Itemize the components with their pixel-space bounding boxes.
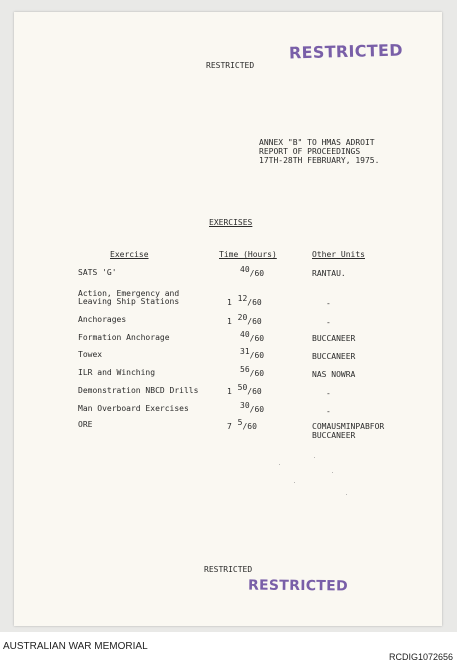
exercise-name-cont: Leaving Ship Stations: [78, 297, 180, 306]
annex-line-2: REPORT OF PROCEEDINGS: [259, 147, 361, 156]
scan-speck: [279, 464, 280, 465]
restricted-stamp-bottom: RESTRICTED: [247, 577, 349, 595]
section-title: EXERCISES: [209, 218, 253, 227]
other-units: -: [326, 389, 331, 398]
exercise-name: Action, Emergency and: [78, 289, 180, 298]
other-units: -: [326, 299, 331, 308]
time-value: 31/60: [240, 347, 265, 360]
document-page: [14, 12, 442, 626]
exercise-name: Anchorages: [78, 315, 127, 324]
archive-institution: AUSTRALIAN WAR MEMORIAL: [3, 641, 148, 652]
exercise-name: Demonstration NBCD Drills: [78, 386, 199, 395]
exercise-name: Man Overboard Exercises: [78, 404, 189, 413]
exercise-name: Formation Anchorage: [78, 333, 170, 342]
other-units: -: [326, 318, 331, 327]
header-classification: RESTRICTED: [206, 61, 255, 70]
exercise-name: ILR and Winching: [78, 368, 156, 377]
scan-speck: [346, 494, 347, 495]
archive-footer: [0, 636, 457, 666]
time-value: 40/60: [240, 265, 265, 278]
other-units: NAS NOWRA: [312, 370, 356, 379]
time-value: 40/60: [240, 330, 265, 343]
other-units: BUCCANEER: [312, 334, 356, 343]
col-header-exercise: Exercise: [110, 250, 149, 259]
exercise-name: ORE: [78, 420, 93, 429]
exercise-name: Towex: [78, 350, 103, 359]
exercise-name: SATS 'G': [78, 268, 117, 277]
other-units-cont: BUCCANEER: [312, 431, 356, 440]
annex-line-3: 17TH-28TH FEBRUARY, 1975.: [259, 156, 380, 165]
time-value: 30/60: [240, 401, 265, 414]
archive-reference: RCDIG1072656: [388, 652, 453, 662]
time-value: 1 12/60: [227, 294, 262, 307]
time-value: 1 50/60: [227, 383, 262, 396]
col-header-time: Time (Hours): [219, 250, 277, 259]
scan-speck: [332, 472, 333, 473]
scan-speck: [294, 482, 295, 483]
scan-speck: [314, 457, 315, 458]
annex-line-1: ANNEX "B" TO HMAS ADROIT: [259, 138, 375, 147]
time-value: 7 5/60: [227, 418, 257, 431]
restricted-stamp-top: RESTRICTED: [288, 40, 404, 63]
other-units: BUCCANEER: [312, 352, 356, 361]
other-units: COMAUSMINPABFOR: [312, 422, 385, 431]
other-units: RANTAU.: [312, 269, 346, 278]
other-units: -: [326, 407, 331, 416]
footer-classification: RESTRICTED: [204, 565, 253, 574]
time-value: 56/60: [240, 365, 265, 378]
col-header-units: Other Units: [312, 250, 365, 259]
time-value: 1 20/60: [227, 313, 262, 326]
